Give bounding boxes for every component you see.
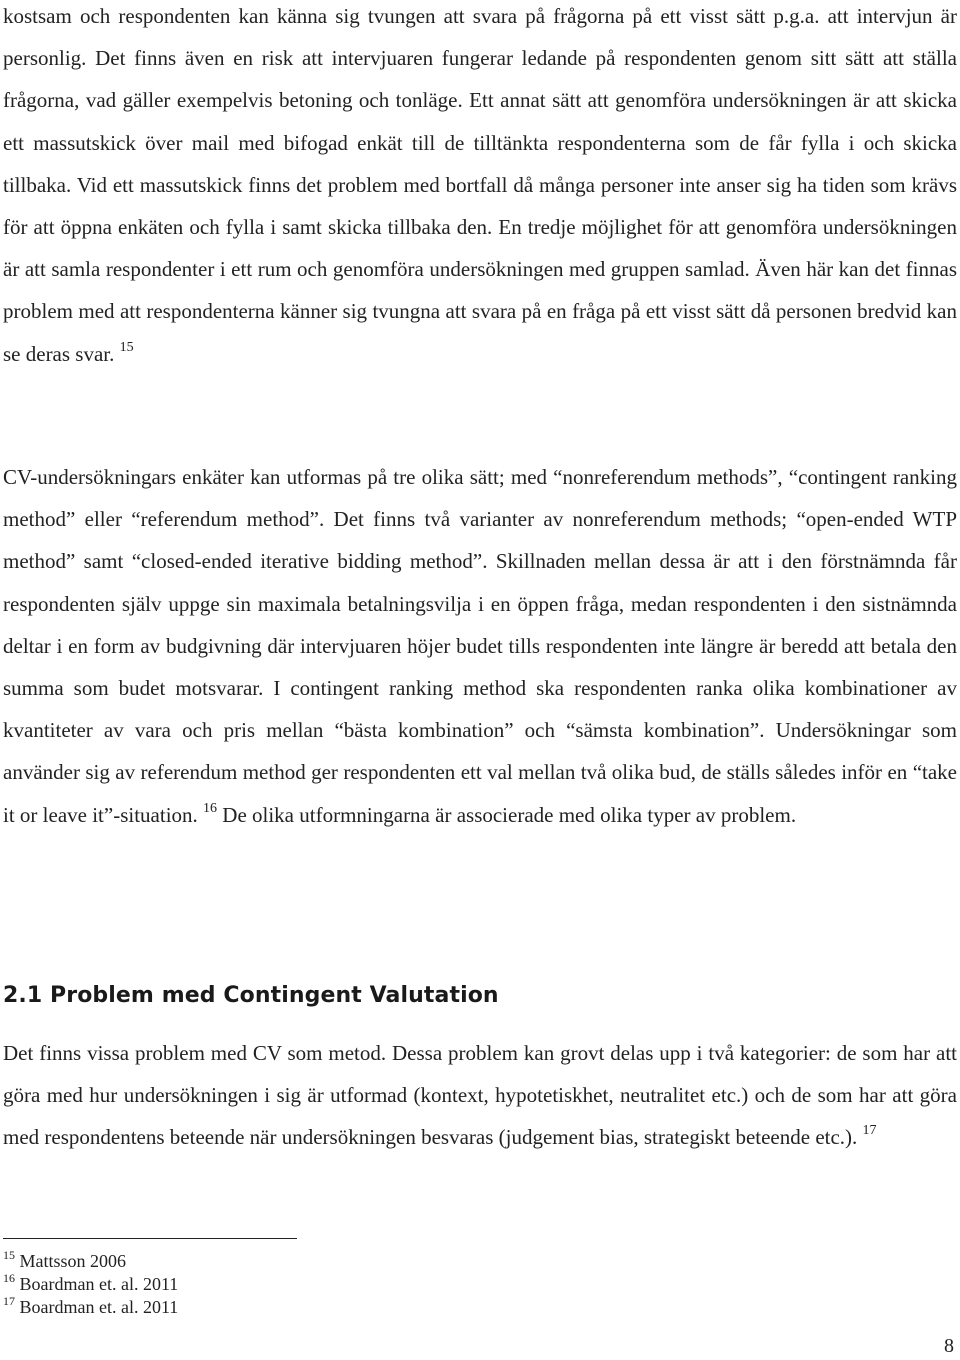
footnote-text: Mattsson 2006 bbox=[19, 1251, 127, 1271]
footnote-item bbox=[3, 1273, 178, 1296]
footnote-number: 17 bbox=[3, 1294, 15, 1308]
footnote-text: Boardman et. al. 2011 bbox=[19, 1297, 179, 1317]
body-paragraph-3 bbox=[3, 1032, 957, 1159]
body-paragraph-1 bbox=[3, 0, 957, 375]
paragraph-1-text: kostsam och respondenten kan känna sig tvungen att svara på frågorna på ett visst sätt p.g.a. att intervjun är personlig. Det finns även en risk att intervjuaren fungerar ledande på respondenten genom sitt sätt att ställa frågorna, vad gäller exempelvis betoning och tonläge. Ett annat sätt att genomföra undersökningen är att skicka ett massutskick över mail med bifogad enkät till de tilltänkta respondenterna som de får fylla i och skicka tillbaka. Vid ett massutskick finns det problem med bortfall då många personer inte anser sig ha tiden som krävs för att öppna enkäten och fylla i samt skicka tillbaka den. En tredje möjlighet för att genomföra undersökningen är att samla respondenter i ett rum och genomföra undersökningen med gruppen samlad. Även här kan det finnas problem med att respondenterna känner sig tvungna att svara på en fråga på ett visst sätt då personen bredvid kan se deras svar. bbox=[3, 4, 957, 366]
footnote-number: 16 bbox=[3, 1271, 15, 1285]
footnote-ref-16: 16 bbox=[203, 800, 218, 816]
footnote-number: 15 bbox=[3, 1248, 15, 1262]
paragraph-2-text-b: De olika utformningarna är associerade med olika typer av problem. bbox=[217, 802, 797, 827]
page-number: 8 bbox=[944, 1335, 954, 1357]
footnote-separator bbox=[3, 1238, 297, 1239]
footnotes bbox=[3, 1250, 178, 1319]
body-paragraph-2 bbox=[3, 456, 957, 836]
document-page bbox=[3, 0, 957, 1360]
paragraph-3-text: Det finns vissa problem med CV som metod. Dessa problem kan grovt delas upp i två kategorier: de som har att göra med hur undersökningen i sig är utformad (kontext, hypotetiskhet, neutralitet etc.) och de som har att göra med respondentens beteende när undersökningen besvaras (judgement bias, strategiskt beteende etc.). bbox=[3, 1041, 957, 1150]
footnote-item bbox=[3, 1296, 178, 1319]
paragraph-2-text-a: CV-undersökningars enkäter kan utformas på tre olika sätt; med “nonreferendum methods”, “contingent ranking method” eller “referendum method”. Det finns två varianter av nonreferendum methods; “open-ended WTP method” samt “closed-ended iterative bidding method”. Skillnaden mellan dessa är att i den förstnämnda får respondenten själv uppge sin maximala betalningsvilja i en öppen fråga, medan respondenten i den sistnämnda deltar i en form av budgivning där intervjuaren höjer budet tills respondenten inte längre är beredd att betala den summa som budet motsvarar. I contingent ranking method ska respondenten ranka olika kombinationer av kvantiteter av vara och pris mellan “bästa kombination” och “sämsta kombination”. Undersökningar som använder sig av referendum method ger respondenten ett val mellan två olika bud, de ställs således inför en “take it or leave it”-situation. bbox=[3, 465, 957, 827]
footnote-ref-15: 15 bbox=[119, 339, 134, 355]
footnote-ref-17: 17 bbox=[862, 1123, 877, 1139]
footnote-text: Boardman et. al. 2011 bbox=[19, 1274, 179, 1294]
footnote-item bbox=[3, 1250, 178, 1273]
section-heading: 2.1 Problem med Contingent Valutation bbox=[3, 983, 499, 1008]
